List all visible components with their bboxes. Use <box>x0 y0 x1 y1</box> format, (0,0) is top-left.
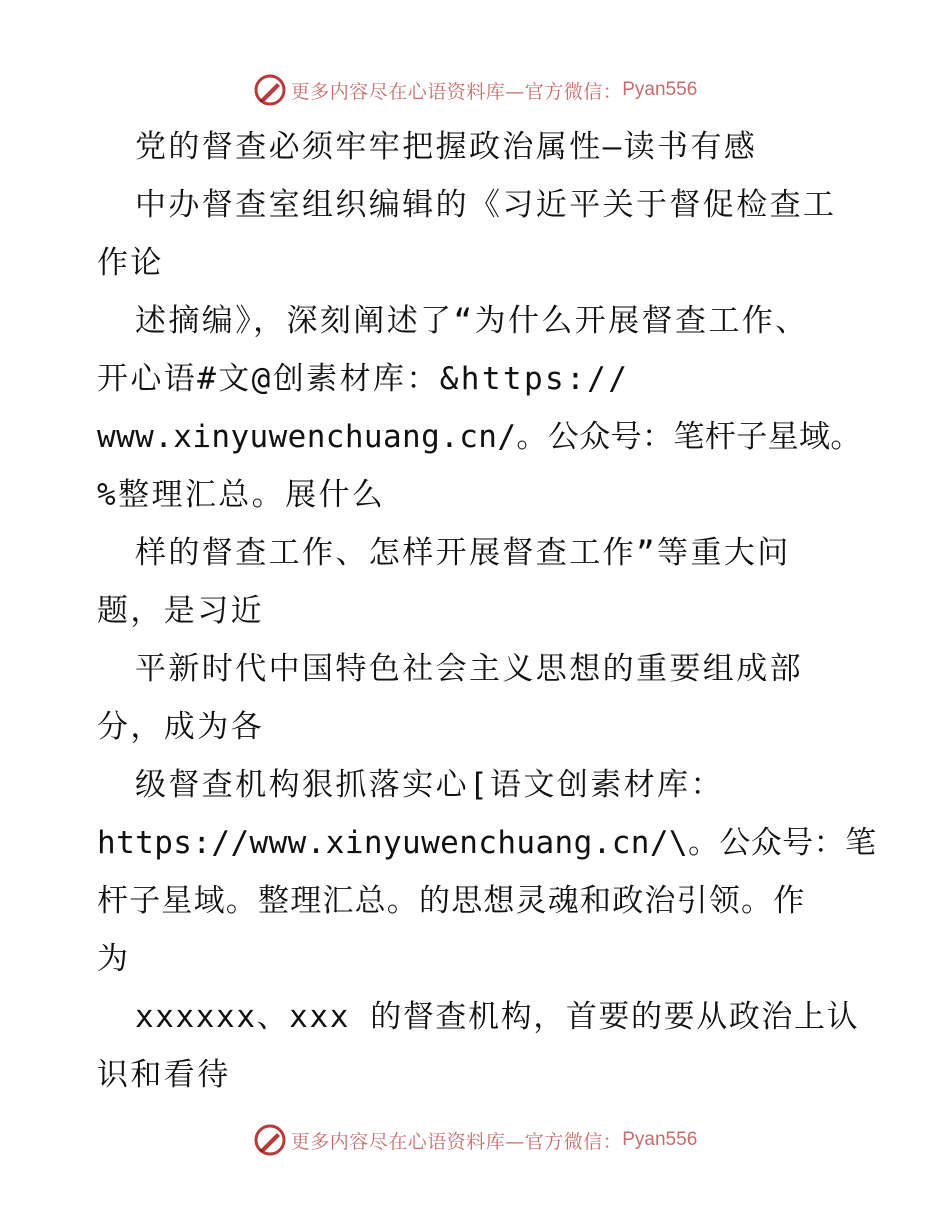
text-line: 分，成为各 <box>97 709 264 745</box>
pen-logo-icon <box>253 73 287 107</box>
text-line: 题，是习近 <box>97 593 264 629</box>
article-body <box>97 118 897 1104</box>
text-line: 开心语#文@创素材库：&https:// <box>97 361 630 397</box>
text-line: 级督查机构狠抓落实心[语文创素材库： <box>135 767 724 803</box>
text-line: 述摘编》，深刻阐述了“为什么开展督查工作、 <box>135 303 809 339</box>
text-line: 作论 <box>97 245 164 281</box>
text-line: https://www.xinyuwenchuang.cn/\。公众号：笔 <box>97 825 877 861</box>
text-line: 中办督查室组织编辑的《习近平关于督促检查工 <box>135 187 837 223</box>
text-line: 识和看待 <box>97 1057 231 1093</box>
text-line: 党的督查必须牢牢把握政治属性—读书有感 <box>135 129 758 165</box>
text-line: xxxxxx、xxx 的督查机构，首要的要从政治上认 <box>135 999 860 1035</box>
header-wechat-id: Pyan556 <box>622 79 698 100</box>
footer-wechat-id: Pyan556 <box>622 1129 698 1150</box>
text-line: 平新时代中国特色社会主义思想的重要组成部 <box>135 651 803 687</box>
header-banner <box>0 70 950 110</box>
text-line: 为 <box>97 941 131 977</box>
text-line: 样的督查工作、怎样开展督查工作”等重大问 <box>135 535 791 571</box>
text-line: 杆子星域。整理汇总。的思想灵魂和政治引领。作 <box>97 883 806 919</box>
pen-logo-icon <box>253 1123 287 1157</box>
text-line: www.xinyuwenchuang.cn/。公众号：笔杆子星域。 <box>97 419 862 455</box>
text-line: %整理汇总。展什么 <box>97 477 386 513</box>
footer-brand-text: 更多内容尽在心语资料库—官方微信： <box>290 1130 623 1153</box>
footer-banner <box>0 1120 950 1160</box>
header-brand-text: 更多内容尽在心语资料库—官方微信： <box>290 80 623 103</box>
